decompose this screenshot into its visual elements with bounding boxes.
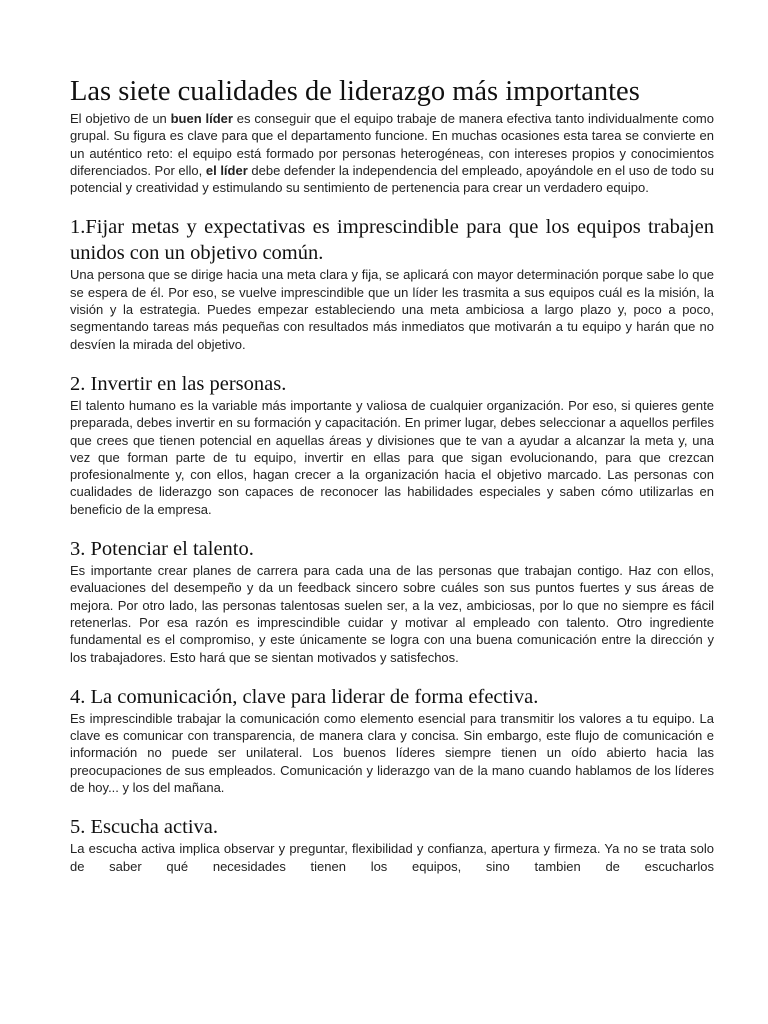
spacer: [70, 196, 714, 214]
section-1-heading: 1.Fijar metas y expectativas es imprescindible para que los equipos trabajen unidos con un objetivo común.: [70, 216, 714, 265]
intro-bold-el-lider: el líder: [205, 162, 248, 178]
section-1-body: Una persona que se dirige hacia una meta clara y fija, se aplicará con mayor determinación porque sabe lo que se espera de él. Por eso, se vuelve imprescindible que un líder les trasmita a sus equipos cuál es la misión, la visión y la estrategia. Puedes empezar estableciendo una meta ambiciosa a largo plazo y, poco a poco, segmentando tareas más pequeñas con resultados más inmediatos que motivarán a tu equipo y harán que no desvíen la mirada del objetivo.: [70, 267, 714, 352]
spacer: [70, 666, 714, 684]
section-4-body: Es imprescindible trabajar la comunicación como elemento esencial para transmitir los valores a tu equipo. La clave es comunicar con transparencia, de manera clara y concisa. Sin embargo, este flujo de comunicación e información no puede ser unilateral. Los buenos líderes siempre tienen un oído abierto hacia las preocupaciones de sus empleados. Comunicación y liderazgo van de la mano cuando hablamos de los líderes de hoy... y los del mañana.: [70, 710, 714, 796]
page-title: Las siete cualidades de liderazgo más importantes: [70, 76, 640, 107]
section-4-heading: 4. La comunicación, clave para liderar de forma efectiva.: [70, 685, 539, 708]
spacer: [70, 353, 714, 371]
document-page: [70, 76, 714, 875]
section-5-body: La escucha activa implica observar y preguntar, flexibilidad y confianza, apertura y firmeza. Ya no se trata solo de saber qué necesidades tienen los equipos, sino tambien de escucharlos: [70, 841, 714, 874]
intro-text-3: debe defender la independencia del empleado, apoyándole en el uso de todo su potencial y creatividad y estimulando su sentimiento de pertenencia para crear un verdadero equipo.: [70, 162, 714, 196]
intro-text-1: El objetivo de un: [70, 111, 171, 126]
section-5-heading: 5. Escucha activa.: [70, 816, 218, 839]
spacer: [70, 518, 714, 536]
section-2-heading: 2. Invertir en las personas.: [70, 372, 287, 395]
intro-paragraph: [70, 110, 714, 196]
spacer: [70, 796, 714, 814]
section-2-body: El talento humano es la variable más importante y valiosa de cualquier organización. Por eso, si quieres gente preparada, debes invertir en su formación y capacitación. En primer lugar, debes seleccionar a aquellos perfiles que crees que tienen potencial en aquellas áreas y divisiones que te van a ayudar a alcanzar la meta y, una vez que forman parte de tu equipo, invertir en ellas para que sigan evolucionando, para que crezcan profesionalmente y, con ellos, hagan crecer a la organización hacia el objetivo marcado. Las personas con cualidades de liderazgo son capaces de reconocer las habilidades especiales y saben cómo utilizarlas en beneficio de la empresa.: [70, 397, 714, 517]
intro-bold-buen-lider: buen líder: [170, 111, 233, 126]
intro-text-2: es conseguir que el equipo trabaje de manera efectiva tanto individualmente como grupal. Su figura es clave para que el departamento funcione. En muchas ocasiones esta tarea se convierte en un auténtico reto: el equipo está formado por personas heterogéneas, con intereses propios y conocimientos diferenciados. Por ello,: [70, 111, 714, 178]
section-3-body: Es importante crear planes de carrera para cada una de las personas que trabajan contigo. Haz con ellos, evaluaciones del desempeño y da un feedback sincero sobre cuáles son sus puntos fuertes y sus áreas de mejora. Por otro lado, las personas talentosas suelen ser, a la vez, ambiciosas, por lo que no siempre es fácil retenerlas. Por esa razón es imprescindible cuidar y motivar al empleado con talento. Otro ingrediente fundamental es el compromiso, y este únicamente se logra con una buena comunicación entre la dirección y los trabajadores. Esto hará que se sientan motivados y satisfechos.: [70, 563, 714, 665]
section-3-heading: 3. Potenciar el talento.: [70, 538, 254, 561]
